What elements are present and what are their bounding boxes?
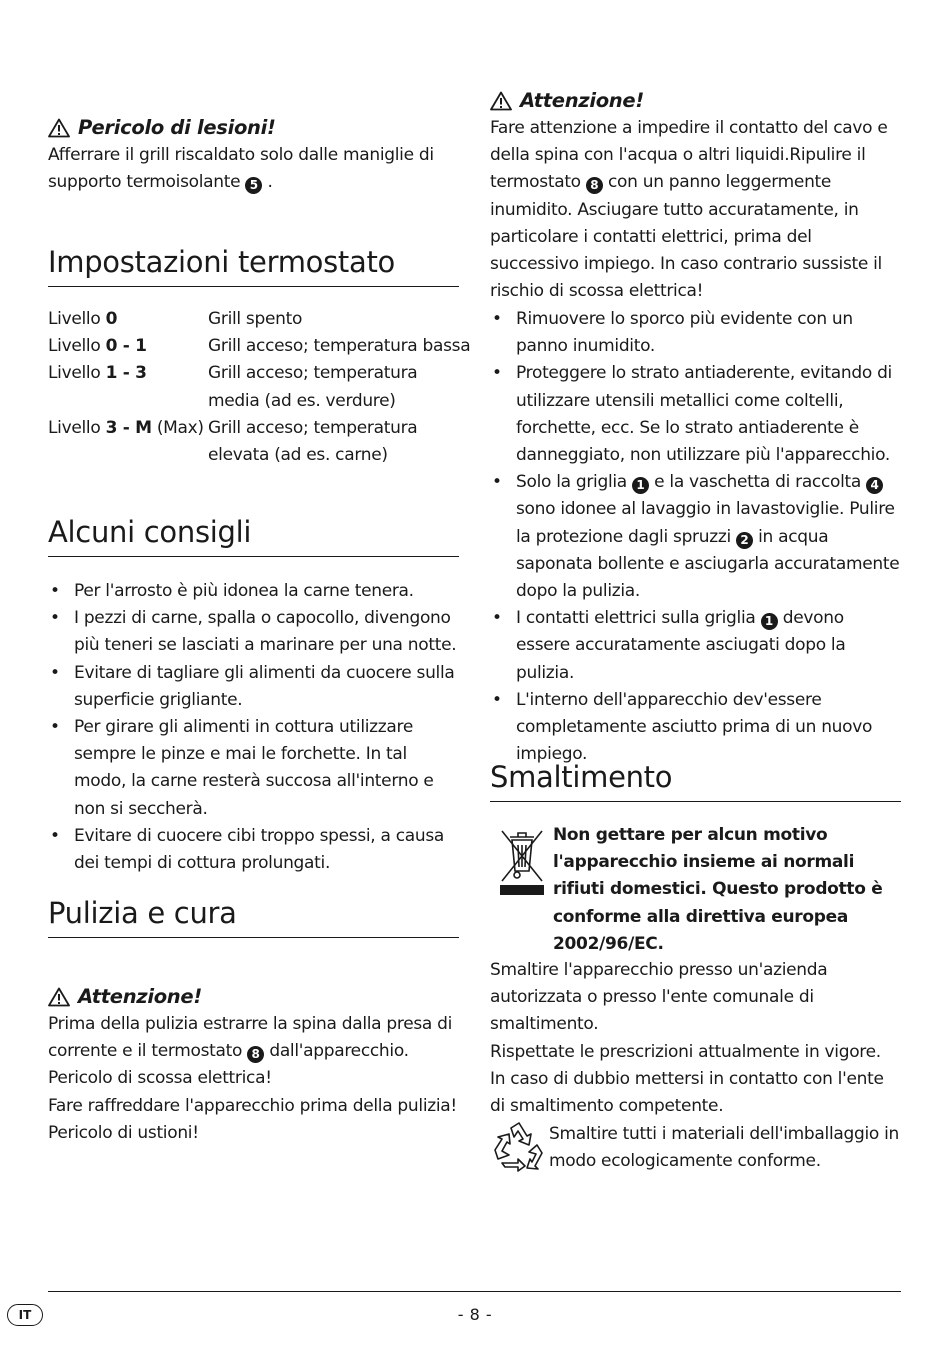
warning-title-text: Pericolo di lesioni! xyxy=(78,116,276,139)
thermostat-row xyxy=(48,415,459,469)
list-item: • I contatti elettrici sulla griglia 1 devono essere accuratamente asciugati dopo la pulizia. xyxy=(490,605,901,687)
warning-triangle-icon xyxy=(48,118,70,138)
warning-text-b: dall'apparecchio. Pericolo di scossa elettrica! xyxy=(48,1041,409,1089)
tips-list xyxy=(48,578,459,877)
warning-text xyxy=(490,115,901,305)
warning-text xyxy=(48,1011,459,1093)
list-item: • Evitare di cuocere cibi troppo spessi, a causa dei tempi di cottura prolungati. xyxy=(48,823,459,877)
level-description: Grill acceso; temperatura bassa xyxy=(208,336,471,357)
part-number-badge: 2 xyxy=(736,532,753,549)
cable-warning xyxy=(490,87,901,305)
warning-title-text: Attenzione! xyxy=(520,89,644,112)
warning-text-b: . xyxy=(262,172,273,193)
thermostat-row xyxy=(48,306,459,333)
part-number-badge: 4 xyxy=(866,477,883,494)
list-item: • Per girare gli alimenti in cottura utilizzare sempre le pinze e mai le forchette. In tal modo, la carne resterà succosa all'interno e non si seccherà. xyxy=(48,714,459,823)
disposal-paragraph: In caso di dubbio mettersi in contatto con l'ente di smaltimento competente. xyxy=(490,1068,884,1117)
thermostat-table xyxy=(48,306,471,469)
footer-divider xyxy=(48,1291,901,1292)
thermostat-heading: Impostazioni termostato xyxy=(48,244,459,287)
cleaning-heading: Pulizia e cura xyxy=(48,895,459,938)
injury-warning xyxy=(48,114,459,196)
warning-text-a: Fare attenzione a impedire il contatto del cavo e della spina con l'acqua o altri liquidi.Ripulire il termostato xyxy=(490,118,888,193)
level-label: Livello 3 - M (Max) xyxy=(48,417,204,438)
part-number-badge: 5 xyxy=(245,177,262,194)
thermostat-row xyxy=(48,333,471,360)
list-item: • I pezzi di carne, spalla o capocollo, divengono più teneri se lasciati a marinare per una notte. xyxy=(48,605,459,659)
warning-title xyxy=(490,87,901,115)
warning-text-b: con un panno leggermente inumidito. Asciugare tutto accuratamente, in particolare i contatti elettrici, prima del successivo impiego. In caso contrario sussiste il rischio di scossa elettrica! xyxy=(490,172,882,302)
disposal-paragraph: Smaltire l'apparecchio presso un'azienda autorizzata o presso l'ente comunale di smaltimento. xyxy=(490,960,828,1035)
list-item: • Evitare di tagliare gli alimenti da cuocere sulla superficie grigliante. xyxy=(48,660,459,714)
warning-title xyxy=(48,983,459,1011)
level-description: Grill acceso; temperatura media (ad es. verdure) xyxy=(208,363,418,411)
disposal-heading: Smaltimento xyxy=(490,759,901,802)
crossed-out-bin-icon xyxy=(498,823,546,899)
list-item: • Rimuovere lo sporco più evidente con un panno inumidito. xyxy=(490,306,901,360)
warning-text-c: Fare raffreddare l'apparecchio prima della pulizia! Pericolo di ustioni! xyxy=(48,1095,457,1143)
level-description: Grill spento xyxy=(208,309,303,329)
part-number-badge: 1 xyxy=(632,477,649,494)
warning-text-a: Prima della pulizia estrarre la spina dalla presa di corrente e il termostato xyxy=(48,1014,453,1062)
list-item: • Solo la griglia 1 e la vaschetta di raccolta 4 sono idonee al lavaggio in lavastoviglie. Pulire la protezione dagli spruzzi 2 in acqua saponata bollente e asciugarla accuratamente dopo la pulizia. xyxy=(490,469,901,605)
disposal-text xyxy=(490,957,901,1120)
warning-triangle-icon xyxy=(490,91,512,111)
cleaning-warning xyxy=(48,983,459,1147)
part-number-badge: 1 xyxy=(761,613,778,630)
level-label: Livello 0 xyxy=(48,309,118,329)
level-label: Livello 0 - 1 xyxy=(48,336,147,357)
list-item: • Per l'arrosto è più idonea la carne tenera. xyxy=(48,578,459,605)
level-description: Grill acceso; temperatura elevata (ad es. carne) xyxy=(208,417,418,466)
part-number-badge: 8 xyxy=(586,177,603,194)
warning-title xyxy=(48,114,459,142)
thermostat-row xyxy=(48,360,459,414)
warning-text xyxy=(48,142,459,196)
disposal-bold-text: Non gettare per alcun motivo l'apparecchio insieme ai normali rifiuti domestici. Questo prodotto è conforme alla direttiva europea 2002/96/EC. xyxy=(553,825,883,954)
page-number: - 8 - xyxy=(457,1305,493,1324)
part-number-badge: 8 xyxy=(247,1046,264,1063)
tips-heading: Alcuni consigli xyxy=(48,514,459,557)
recycle-icon xyxy=(492,1119,546,1173)
cleaning-list xyxy=(490,306,901,768)
disposal-paragraph: Rispettate le prescrizioni attualmente in vigore. xyxy=(490,1041,881,1062)
recycle-text: Smaltire tutti i materiali dell'imballaggio in modo ecologicamente conforme. xyxy=(549,1124,899,1172)
level-label: Livello 1 - 3 xyxy=(48,363,147,384)
list-item: • Proteggere lo strato antiaderente, evitando di utilizzare utensili metallici come coltelli, forchette, ecc. Se lo strato antiaderente è danneggiato, non utilizzare più l'apparecchio. xyxy=(490,360,901,469)
list-item: • L'interno dell'apparecchio dev'essere completamente asciutto prima di un nuovo impiego. xyxy=(490,687,901,769)
language-badge: IT xyxy=(7,1304,43,1326)
warning-text-a: Afferrare il grill riscaldato solo dalle maniglie di supporto termoisolante xyxy=(48,145,434,193)
warning-title-text: Attenzione! xyxy=(78,985,202,1008)
warning-triangle-icon xyxy=(48,987,70,1007)
